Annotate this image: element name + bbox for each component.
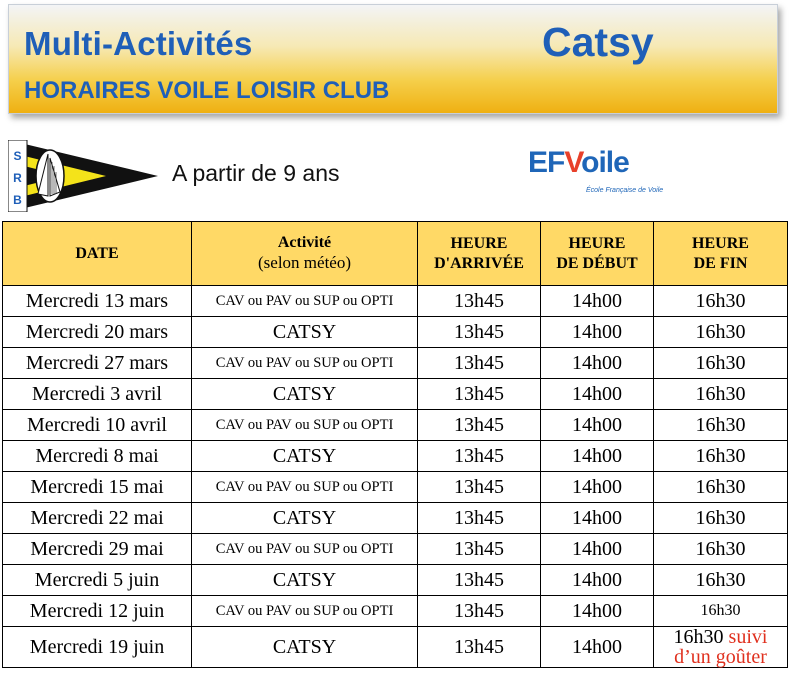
cell-activity: CATSY: [192, 565, 418, 596]
cell-end: 16h30: [654, 565, 788, 596]
cell-end: 16h30: [654, 472, 788, 503]
cell-end-note-1: suivi: [728, 626, 768, 648]
ef-logo-oile: oile: [581, 146, 629, 179]
cell-activity: CATSY: [192, 627, 418, 668]
cell-end: 16h30: [654, 410, 788, 441]
cell-activity: CAV ou PAV ou SUP ou OPTI: [192, 596, 418, 627]
cell-date: Mercredi 10 avril: [3, 410, 192, 441]
ef-voile-logo: [528, 146, 698, 206]
header-end-line2: DE FIN: [693, 254, 748, 272]
cell-end: 16h30: [654, 348, 788, 379]
cell-date: Mercredi 20 mars: [3, 317, 192, 348]
cell-start: 14h00: [541, 379, 654, 410]
cell-end: 16h30: [654, 596, 788, 627]
cell-arrival: 13h45: [418, 627, 541, 668]
cell-arrival: 13h45: [418, 596, 541, 627]
header-activity-label: Activité: [277, 234, 332, 251]
ef-logo-v: V: [564, 146, 582, 179]
cell-date: Mercredi 8 mai: [3, 441, 192, 472]
cell-end: 16h30: [654, 503, 788, 534]
cell-date: Mercredi 13 mars: [3, 286, 192, 317]
cell-end-note-2: d’un goûter: [674, 646, 767, 668]
table-row: [3, 410, 788, 441]
header-activity-sub: (selon météo): [258, 253, 351, 272]
page-title: Multi-Activités: [24, 25, 253, 62]
cell-date: Mercredi 22 mai: [3, 503, 192, 534]
header-start-line1: HEURE: [568, 234, 626, 252]
brand-name: Catsy: [542, 19, 654, 65]
cell-arrival: 13h45: [418, 534, 541, 565]
cell-start: 14h00: [541, 596, 654, 627]
cell-activity: CAV ou PAV ou SUP ou OPTI: [192, 286, 418, 317]
table-row: [3, 565, 788, 596]
table-row: [3, 379, 788, 410]
cell-date: Mercredi 12 juin: [3, 596, 192, 627]
cell-arrival: 13h45: [418, 565, 541, 596]
table-row: [3, 441, 788, 472]
cell-start: 14h00: [541, 317, 654, 348]
cell-arrival: 13h45: [418, 348, 541, 379]
cell-arrival: 13h45: [418, 441, 541, 472]
cell-activity: CATSY: [192, 503, 418, 534]
title-banner: [8, 4, 778, 114]
table-row: [3, 534, 788, 565]
cell-start: 14h00: [541, 565, 654, 596]
table-row: [3, 627, 788, 668]
cell-activity: CATSY: [192, 441, 418, 472]
cell-activity: CAV ou PAV ou SUP ou OPTI: [192, 534, 418, 565]
ef-logo-ef: EF: [528, 146, 565, 179]
cell-date: Mercredi 5 juin: [3, 565, 192, 596]
pennant-letter-b: B: [13, 193, 22, 207]
cell-end: 16h30: [654, 317, 788, 348]
pennant-letter-r: R: [13, 171, 22, 185]
cell-start: 14h00: [541, 410, 654, 441]
cell-start: 14h00: [541, 441, 654, 472]
header-arrival-line1: HEURE: [450, 234, 508, 252]
cell-end: [654, 627, 788, 668]
table-header-row: [3, 222, 788, 286]
header-end: [654, 222, 788, 286]
schedule-table: [2, 221, 788, 668]
cell-activity: CAV ou PAV ou SUP ou OPTI: [192, 348, 418, 379]
cell-start: 14h00: [541, 503, 654, 534]
cell-end: 16h30: [654, 286, 788, 317]
cell-date: Mercredi 3 avril: [3, 379, 192, 410]
cell-end-time: 16h30: [673, 626, 724, 648]
header-activity: [192, 222, 418, 286]
age-requirement: A partir de 9 ans: [172, 160, 340, 186]
cell-end: 16h30: [654, 441, 788, 472]
cell-arrival: 13h45: [418, 286, 541, 317]
header-start: [541, 222, 654, 286]
cell-date: Mercredi 27 mars: [3, 348, 192, 379]
cell-start: 14h00: [541, 286, 654, 317]
cell-activity: CAV ou PAV ou SUP ou OPTI: [192, 472, 418, 503]
table-row: [3, 317, 788, 348]
header-end-line1: HEURE: [692, 234, 749, 252]
cell-start: 14h00: [541, 627, 654, 668]
cell-start: 14h00: [541, 472, 654, 503]
cell-start: 14h00: [541, 534, 654, 565]
cell-activity: CAV ou PAV ou SUP ou OPTI: [192, 410, 418, 441]
cell-date: Mercredi 15 mai: [3, 472, 192, 503]
cell-date: Mercredi 19 juin: [3, 627, 192, 668]
cell-arrival: 13h45: [418, 317, 541, 348]
ef-logo-tagline: École Française de Voile: [586, 187, 664, 194]
cell-start: 14h00: [541, 348, 654, 379]
table-row: [3, 596, 788, 627]
table-row: [3, 503, 788, 534]
header-start-line2: DE DÉBUT: [556, 254, 638, 272]
cell-activity: CATSY: [192, 379, 418, 410]
cell-date: Mercredi 29 mai: [3, 534, 192, 565]
cell-arrival: 13h45: [418, 410, 541, 441]
cell-activity: CATSY: [192, 317, 418, 348]
cell-end: 16h30: [654, 534, 788, 565]
club-pennant-logo: [8, 140, 158, 212]
cell-arrival: 13h45: [418, 379, 541, 410]
header-arrival-line2: D'ARRIVÉE: [434, 254, 524, 272]
table-row: [3, 348, 788, 379]
table-row: [3, 472, 788, 503]
cell-arrival: 13h45: [418, 503, 541, 534]
cell-end: 16h30: [654, 379, 788, 410]
cell-arrival: 13h45: [418, 472, 541, 503]
page-subtitle: HORAIRES VOILE LOISIR CLUB: [24, 77, 390, 104]
pennant-letter-s: S: [13, 149, 22, 163]
table-row: [3, 286, 788, 317]
header-arrival: [418, 222, 541, 286]
header-date: DATE: [3, 222, 192, 286]
